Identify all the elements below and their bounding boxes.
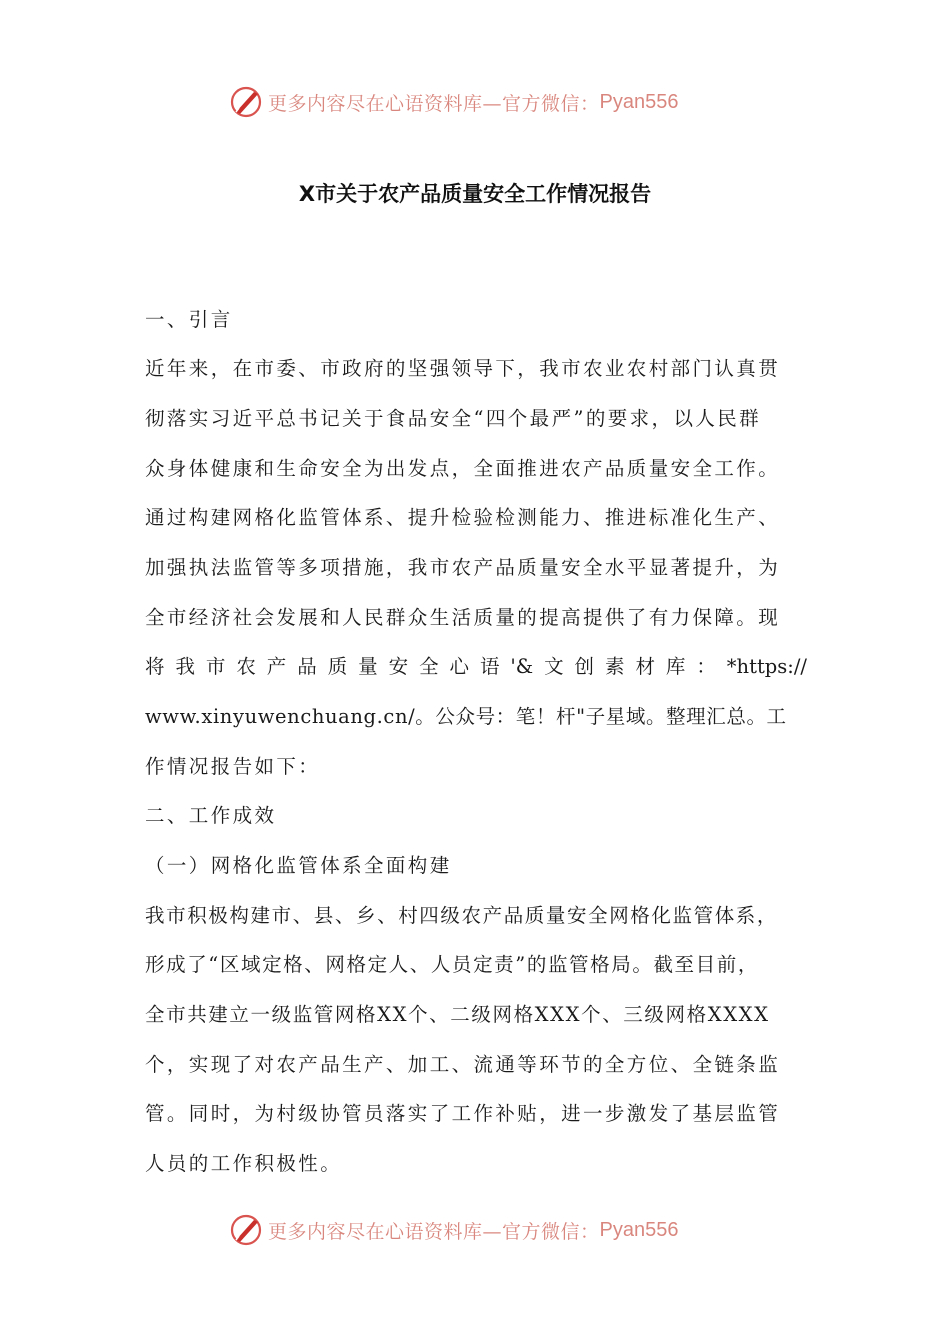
watermark-text: 更多内容尽在心语资料库—官方微信：	[268, 92, 600, 115]
body-line: 将我市农产品质量安全心语'&文创素材库：*https://	[145, 655, 807, 678]
watermark-banner-bottom	[228, 1210, 678, 1250]
quill-pen-icon	[228, 84, 264, 120]
quill-pen-icon	[228, 1212, 264, 1248]
body-line: 近年来，在市委、市政府的坚强领导下，我市农业农村部门认真贯	[145, 357, 781, 380]
body-line: 通过构建网格化监管体系、提升检验检测能力、推进标准化生产、	[145, 506, 781, 529]
body-line: 全市共建立一级监管网格XX个、二级网格XXX个、三级网格XXXX	[145, 1003, 770, 1026]
watermark-text: 更多内容尽在心语资料库—官方微信：	[268, 1220, 600, 1243]
section-heading-achievements: 二、工作成效	[145, 804, 277, 827]
body-line: 个，实现了对农产品生产、加工、流通等环节的全方位、全链条监	[145, 1053, 781, 1076]
document-title: X市关于农产品质量安全工作情况报告	[298, 182, 652, 206]
body-line: 众身体健康和生命安全为出发点，全面推进农产品质量安全工作。	[145, 457, 781, 480]
body-line: 形成了“区域定格、网格定人、人员定责”的监管格局。截至目前，	[145, 953, 759, 976]
body-line: www.xinyuwenchuang.cn/。公众号：笔！杆"子星域。整理汇总。工	[145, 705, 787, 728]
body-line: 人员的工作积极性。	[145, 1152, 343, 1175]
subsection-heading: （一）网格化监管体系全面构建	[145, 854, 452, 877]
watermark-handle: Pyan556	[599, 1218, 679, 1241]
body-line: 全市经济社会发展和人民群众生活质量的提高提供了有力保障。现	[145, 606, 781, 629]
body-line: 作情况报告如下：	[145, 755, 321, 778]
watermark-handle: Pyan556	[599, 90, 679, 113]
body-line: 彻落实习近平总书记关于食品安全“四个最严”的要求，以人民群	[145, 407, 762, 430]
body-line: 加强执法监管等多项措施，我市农产品质量安全水平显著提升，为	[145, 556, 781, 579]
body-line: 管。同时，为村级协管员落实了工作补贴，进一步激发了基层监管	[145, 1102, 781, 1125]
section-heading-intro: 一、引言	[145, 308, 233, 331]
watermark-banner-top	[228, 82, 678, 122]
body-line: 我市积极构建市、县、乡、村四级农产品质量安全网格化监管体系，	[145, 904, 779, 927]
